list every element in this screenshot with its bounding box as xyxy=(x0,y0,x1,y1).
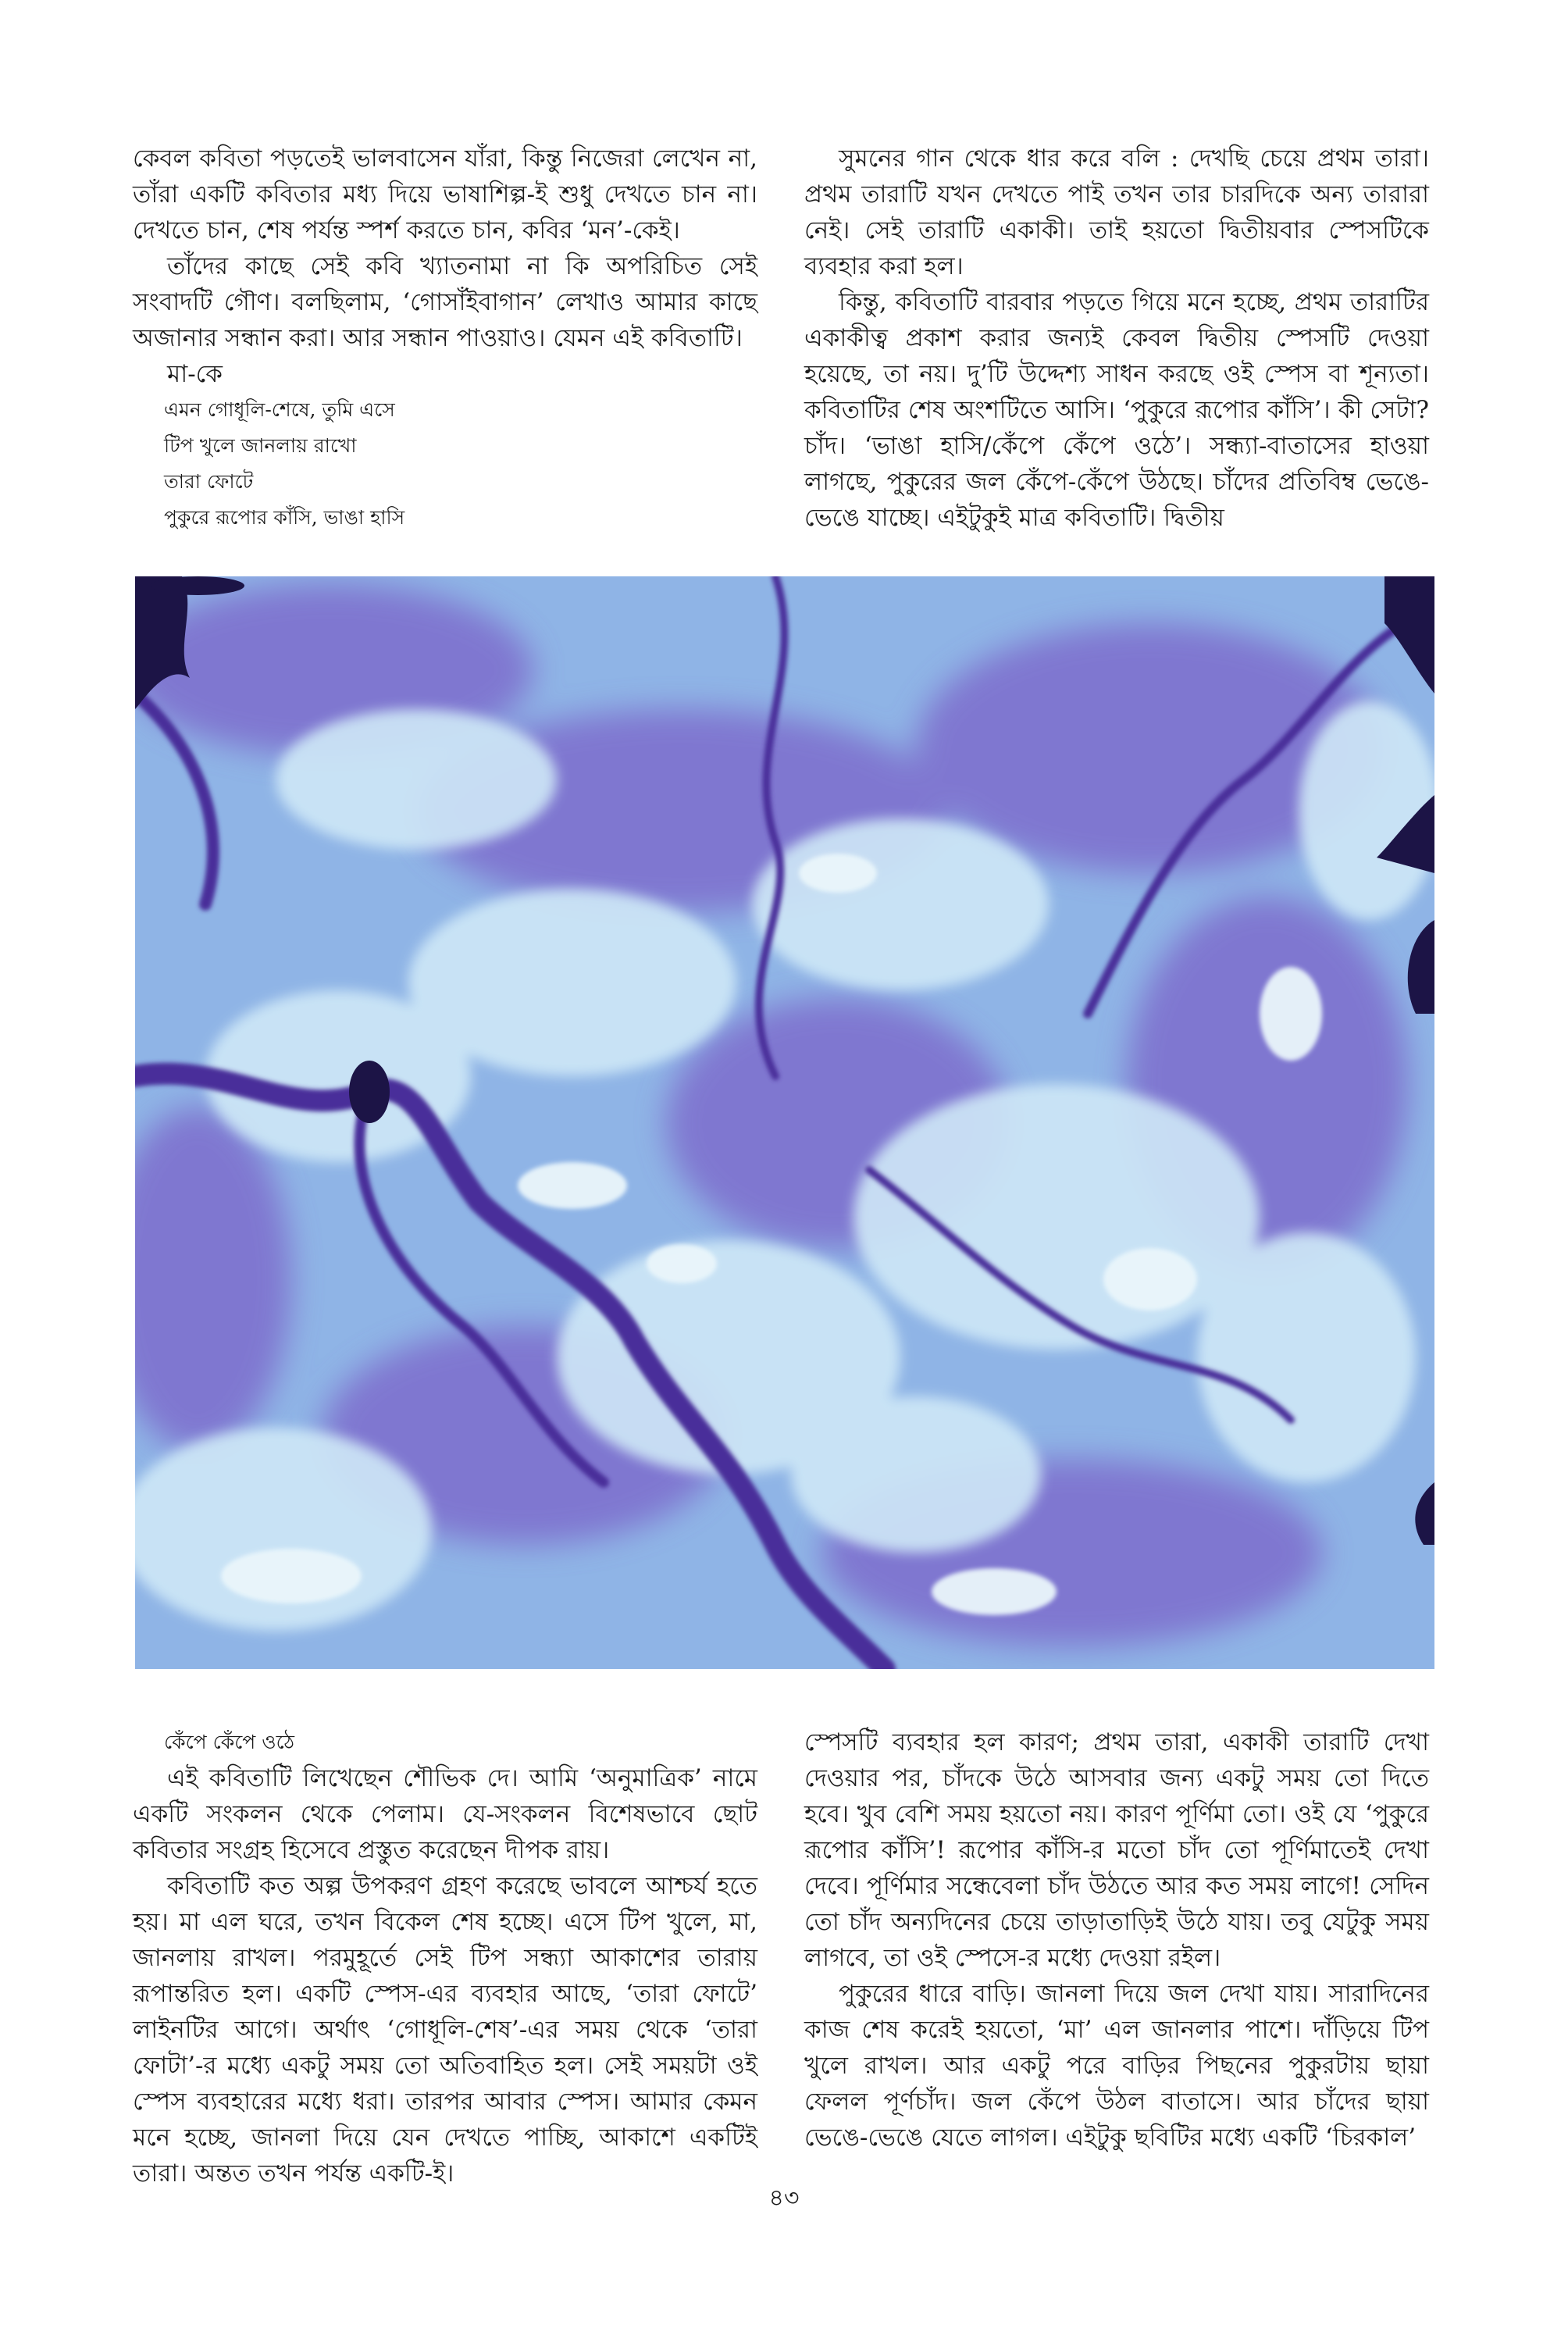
paragraph: কবিতাটি কত অল্প উপকরণ গ্রহণ করেছে ভাবলে আশ্চর্য হতে হয়। মা এল ঘরে, তখন বিকেল শেষ হচ্ছে। এসে টিপ খুলে, মা, জানলায় রাখল। পরমুহূর্তে সেই টিপ সন্ধ্যা আকাশের তারায় রূপান্তরিত হল। একটি স্পেস-এর ব্যবহার আছে, ‘তারা ফোটে’ লাইনটির আগে। অর্থাৎ ‘গোধূলি-শেষ’-এর সময় থেকে ‘তারা ফোটা’-র মধ্যে একটু সময় তো অতিবাহিত হল। সেই সময়টা ওই স্পেস ব্যবহারের মধ্যে ধরা। তারপর আবার স্পেস। আমার কেমন মনে হচ্ছে, জানলা দিয়ে যেন দেখতে পাচ্ছি, আকাশে একটিই তারা। অন্তত তখন পর্যন্ত একটি-ই। xyxy=(133,1872,757,2188)
poem-line: তারা ফোটে xyxy=(164,470,254,493)
paragraph: স্পেসটি ব্যবহার হল কারণ; প্রথম তারা, একাকী তারাটি দেখা দেওয়ার পর, চাঁদকে উঠে আসবার জন্য একটু সময় তো দিতে হবে। খুব বেশি সময় হয়তো নয়। কারণ পূর্ণিমা তো। ওই যে ‘পুকুরে রূপোর কাঁসি’! রূপোর কাঁসি-র মতো চাঁদ তো পূর্ণিমাতেই দেখা দেবে। পূর্ণিমার সন্ধেবেলা চাঁদ উঠতে আর কত সময় লাগে! সেদিন তো চাঁদ অন্যদিনের চেয়ে তাড়াতাড়িই উঠে যায়। তবু যেটুকু সময় লাগবে, তা ওই স্পেসে-র মধ্যে দেওয়া রইল। xyxy=(804,1728,1429,1972)
column-top-left xyxy=(133,141,757,536)
abstract-artwork-image xyxy=(135,576,1434,1669)
paragraph: সুমনের গান থেকে ধার করে বলি : দেখছি চেয়ে প্রথম তারা। প্রথম তারাটি যখন দেখতে পাই তখন তার চারদিকে অন্য তারারা নেই। সেই তারাটি একাকী। তাই হয়তো দ্বিতীয়বার স্পেসটিকে ব্যবহার করা হল। xyxy=(804,144,1429,280)
paragraph: কিন্তু, কবিতাটি বারবার পড়তে গিয়ে মনে হচ্ছে, প্রথম তারাটির একাকীত্ব প্রকাশ করার জন্যই কেবল দ্বিতীয় স্পেসটি দেওয়া হয়েছে, তা নয়। দু’টি উদ্দেশ্য সাধন করছে ওই স্পেস বা শূন্যতা। কবিতাটির শেষ অংশটিতে আসি। ‘পুকুরে রূপোর কাঁসি’। কী সেটা? চাঁদ। ‘ভাঙা হাসি/কেঁপে কেঁপে ওঠে’। সন্ধ্যা-বাতাসের হাওয়া লাগছে, পুকুরের জল কেঁপে-কেঁপে উঠছে। চাঁদের প্রতিবিম্ব ভেঙে-ভেঙে যাচ্ছে। এইটুকুই মাত্র কবিতাটি। দ্বিতীয় xyxy=(804,288,1429,532)
poem-line: কেঁপে কেঁপে ওঠে xyxy=(164,1731,294,1753)
column-bottom-left xyxy=(133,1724,757,2191)
column-top-right xyxy=(804,141,1429,536)
page-number: ৪৩ xyxy=(768,2184,800,2212)
paragraph: এই কবিতাটি লিখেছেন শৌভিক দে। আমি ‘অনুমাত্রিক’ নামে একটি সংকলন থেকে পেলাম। যে-সংকলন বিশেষভাবে ছোট কবিতার সংগ্রহ হিসেবে প্রস্তুত করেছেন দীপক রায়। xyxy=(133,1764,757,1864)
poem-title: মা-কে xyxy=(167,360,223,388)
paragraph: তাঁদের কাছে সেই কবি খ্যাতনামা না কি অপরিচিত সেই সংবাদটি গৌণ। বলছিলাম, ‘গোসাঁইবাগান’ লেখাও আমার কাছে অজানার সন্ধান করা। আর সন্ধান পাওয়াও। যেমন এই কবিতাটি। xyxy=(133,252,757,352)
paragraph: পুকুরের ধারে বাড়ি। জানলা দিয়ে জল দেখা যায়। সারাদিনের কাজ শেষ করেই হয়তো, ‘মা’ এল জানলার পাশে। দাঁড়িয়ে টিপ খুলে রাখল। আর একটু পরে বাড়ির পিছনের পুকুরটায় ছায়া ফেলল পূর্ণচাঁদ। জল কেঁপে উঠল বাতাসে। আর চাঁদের ছায়া ভেঙে-ভেঙে যেতে লাগল। এইটুকু ছবিটির মধ্যে একটি ‘চিরকাল’ xyxy=(804,1980,1429,2152)
poem-line: এমন গোধূলি-শেষে, তুমি এসে xyxy=(164,398,395,421)
poem-line: টিপ খুলে জানলায় রাখো xyxy=(164,434,357,457)
paragraph: কেবল কবিতা পড়তেই ভালবাসেন যাঁরা, কিন্তু নিজেরা লেখেন না, তাঁরা একটি কবিতার মধ্য দিয়ে ভাষাশিল্প-ই শুধু দেখতে চান না। দেখতে চান, শেষ পর্যন্ত স্পর্শ করতে চান, কবির ‘মন’-কেই। xyxy=(133,144,757,244)
poem-line: পুকুরে রূপোর কাঁসি, ভাঙা হাসি xyxy=(164,506,405,529)
column-bottom-right xyxy=(804,1724,1429,2156)
